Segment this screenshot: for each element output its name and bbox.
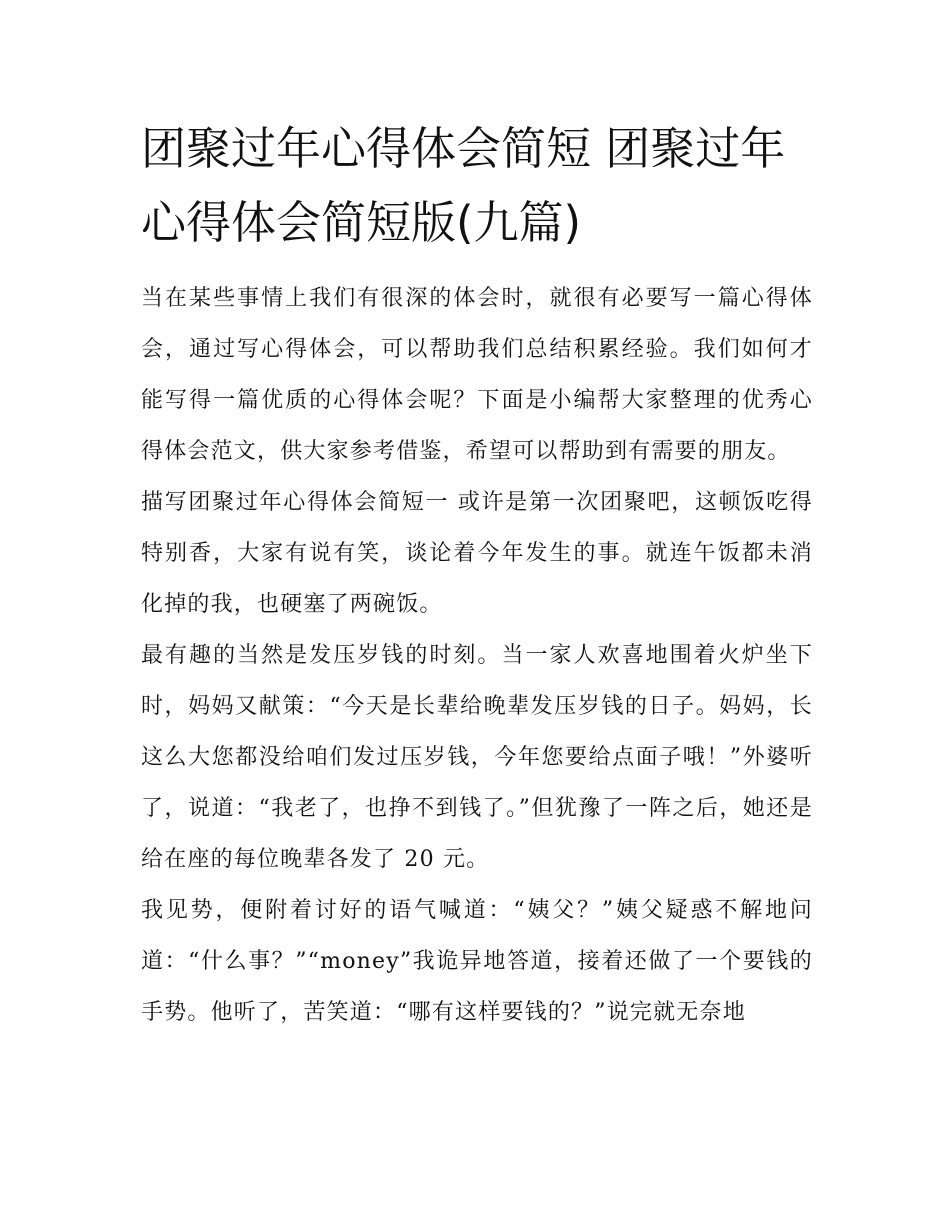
- paragraph-uncle: 我见势，便附着讨好的语气喊道：“姨父？”姨父疑惑不解地问道：“什么事？”“money”我诡异地答道，接着还做了一个要钱的手势。他听了，苦笑道：“哪有这样要钱的？”说完就无奈地: [141, 898, 813, 1025]
- paragraph-lucky-money: 最有趣的当然是发压岁钱的时刻。当一家人欢喜地围着火炉坐下时，妈妈又献策：“今天是长辈给晚辈发压岁钱的日子。妈妈，长这么大您都没给咱们发过压岁钱，今年您要给点面子哦！”外婆听了，说道：“我老了，也挣不到钱了。”但犹豫了一阵之后，她还是给在座的每位晚辈各发了 20 元。: [141, 643, 813, 872]
- document-content: [141, 112, 813, 1038]
- document-body: [141, 273, 813, 1038]
- paragraph-intro: 当在某些事情上我们有很深的体会时，就很有必要写一篇心得体会，通过写心得体会，可以帮助我们总结积累经验。我们如何才能写得一篇优质的心得体会呢？下面是小编帮大家整理的优秀心得体会范文，供大家参考借鉴，希望可以帮助到有需要的朋友。: [141, 286, 813, 464]
- document-title: 团聚过年心得体会简短 团聚过年心得体会简短版(九篇): [141, 122, 786, 249]
- paragraph-first-essay: 描写团聚过年心得体会简短一 或许是第一次团聚吧，这顿饭吃得特别香，大家有说有笑，谈论着今年发生的事。就连午饭都未消化掉的我，也硬塞了两碗饭。: [141, 490, 813, 617]
